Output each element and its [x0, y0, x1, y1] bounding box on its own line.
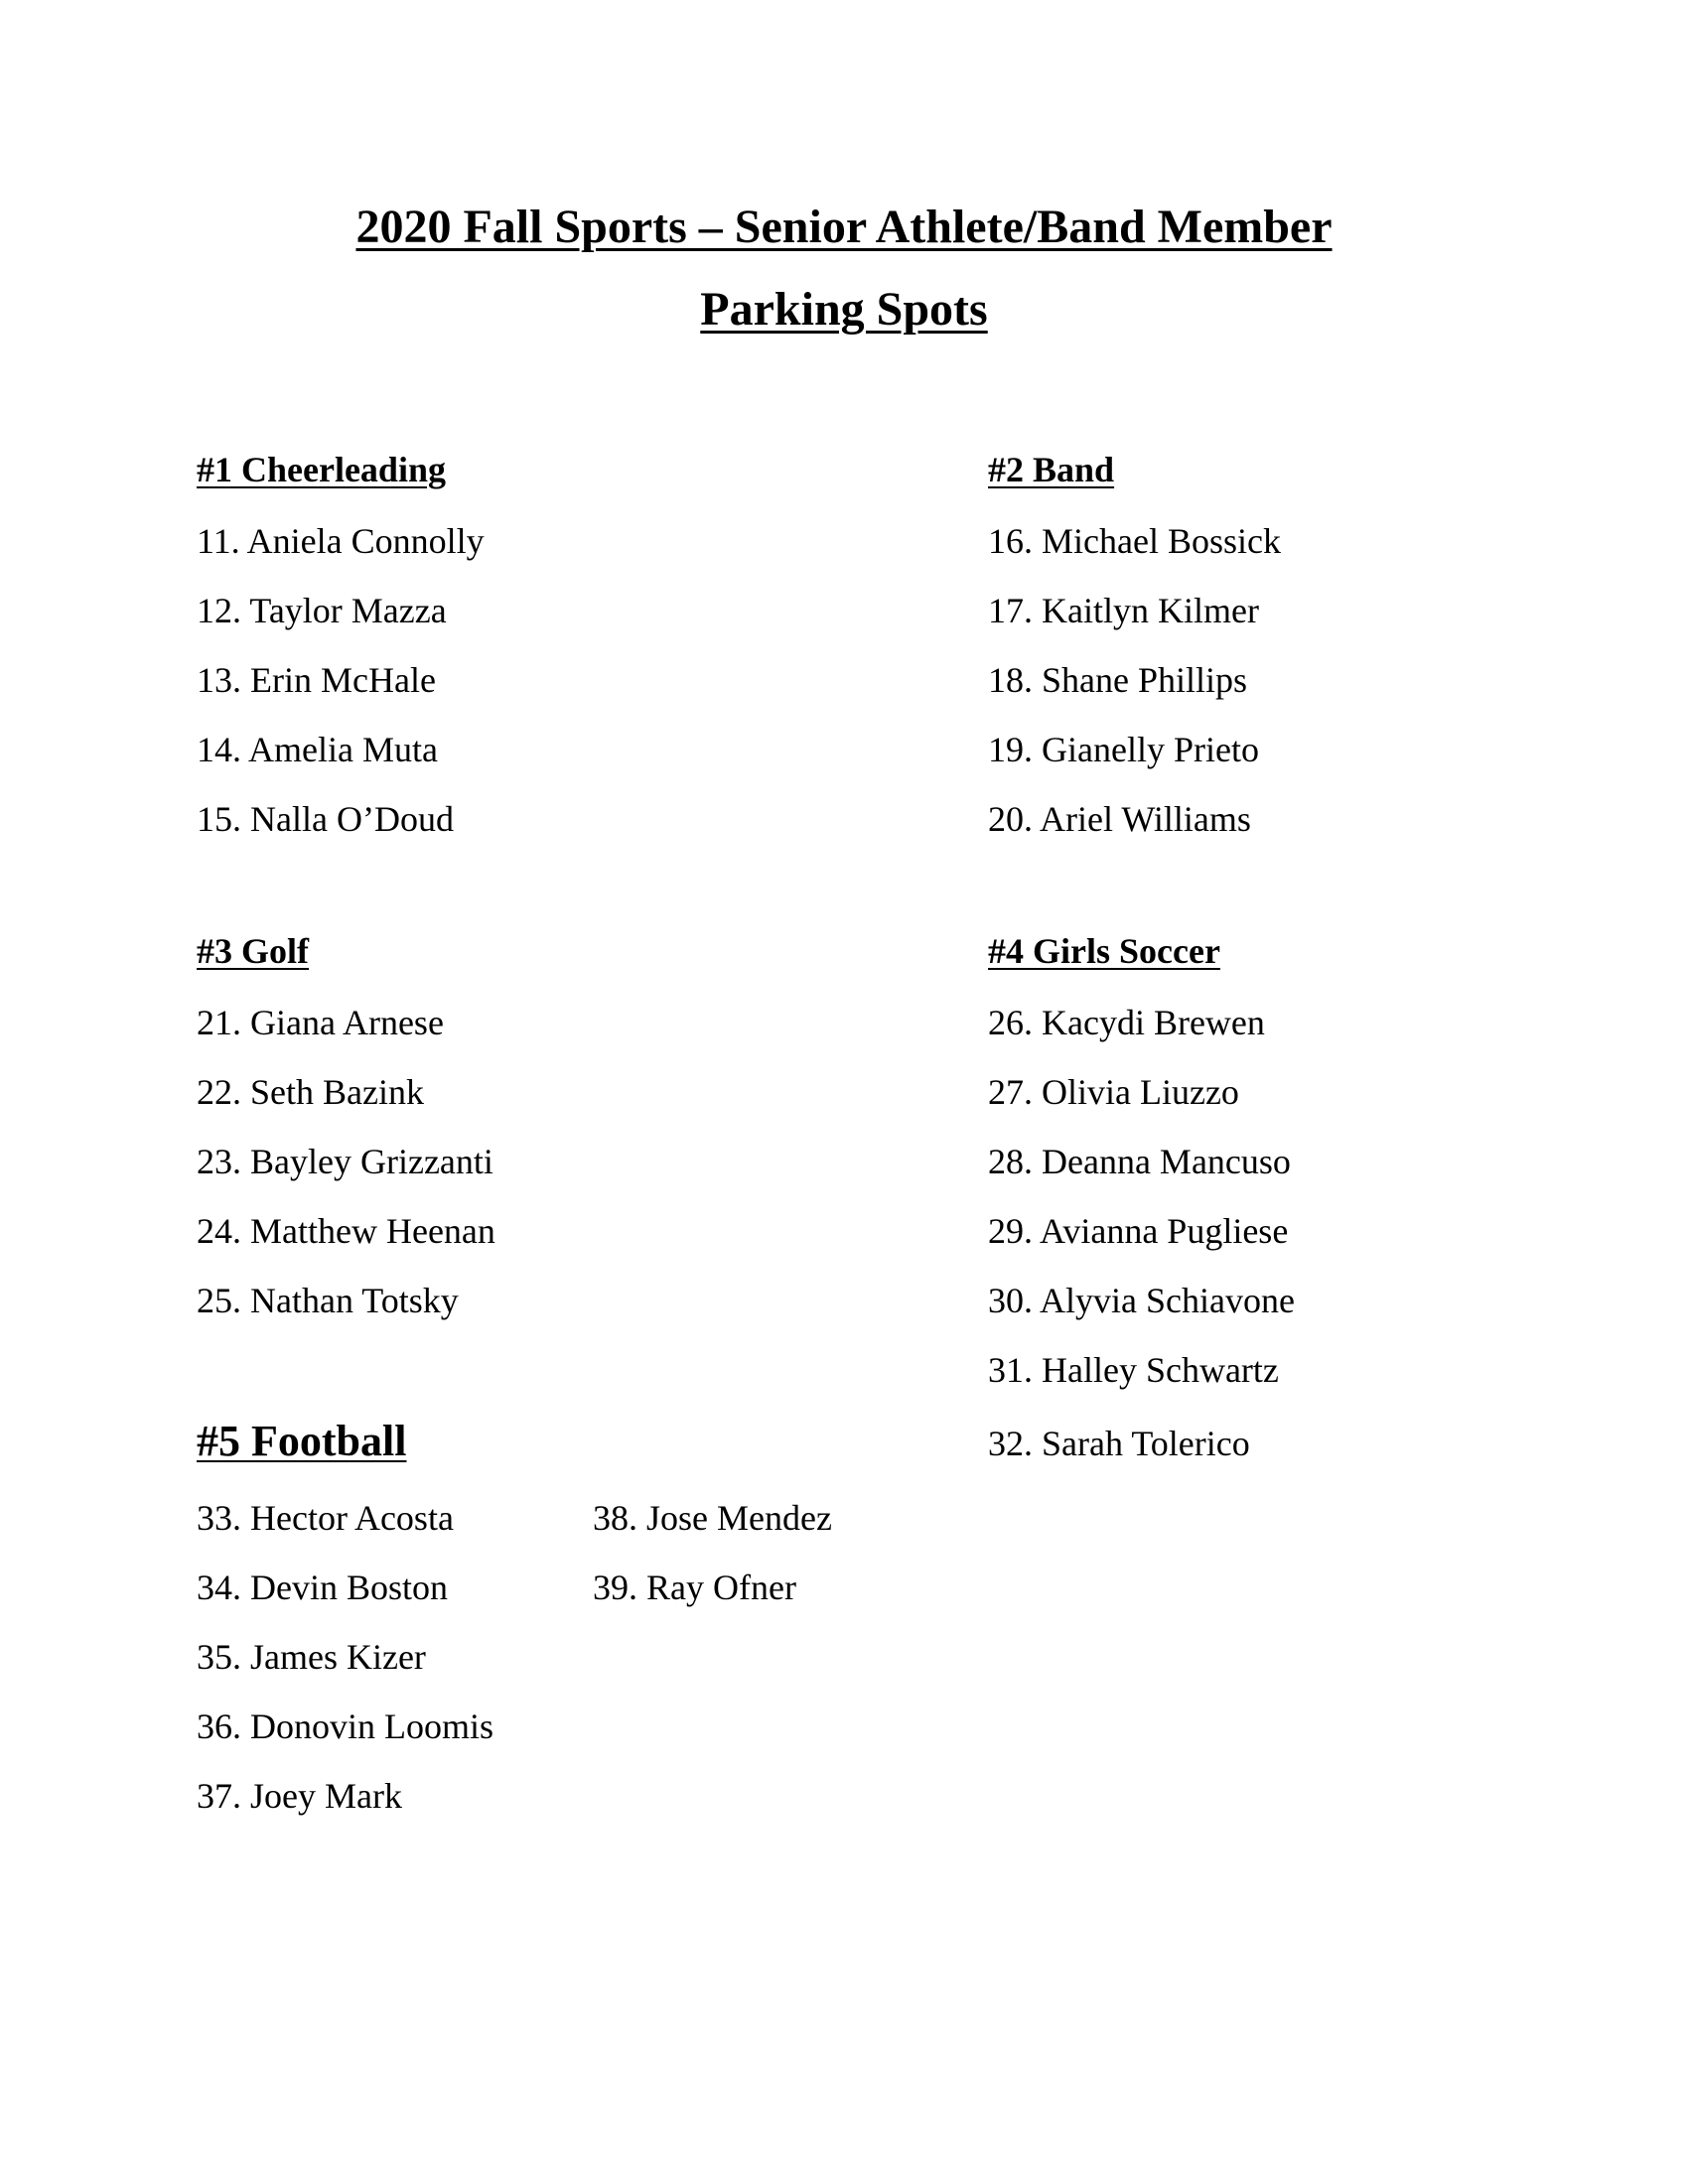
section-heading-girls-soccer: #4 Girls Soccer	[988, 931, 1220, 971]
list-item: 15. Nalla O’Doud	[197, 799, 454, 839]
list-item: 39. Ray Ofner	[593, 1568, 796, 1607]
page-title: 2020 Fall Sports – Senior Athlete/Band Member	[355, 201, 1333, 253]
list-item: 25. Nathan Totsky	[197, 1281, 459, 1320]
list-item: 24. Matthew Heenan	[197, 1211, 495, 1251]
section-heading-cheerleading: #1 Cheerleading	[197, 450, 446, 489]
section-heading-football: #5 Football	[197, 1417, 407, 1465]
list-item: 37. Joey Mark	[197, 1776, 402, 1816]
roster-girls-soccer	[988, 1005, 1295, 1495]
list-item: 34. Devin Boston	[197, 1568, 449, 1607]
page-subtitle: Parking Spots	[700, 283, 988, 336]
section-band	[988, 452, 1114, 487]
list-item: 12. Taylor Mazza	[197, 591, 447, 630]
list-item: 32. Sarah Tolerico	[988, 1424, 1250, 1463]
list-item: 21. Giana Arnese	[197, 1003, 444, 1042]
section-cheerleading	[197, 452, 446, 487]
list-item: 13. Erin McHale	[197, 660, 436, 700]
roster-golf	[197, 1005, 495, 1352]
section-girls-soccer	[988, 933, 1220, 969]
list-item: 19. Gianelly Prieto	[988, 730, 1259, 769]
list-item: 20. Ariel Williams	[988, 799, 1251, 839]
list-item: 16. Michael Bossick	[988, 521, 1281, 561]
list-item: 30. Alyvia Schiavone	[988, 1281, 1295, 1320]
section-golf	[197, 933, 309, 969]
list-item: 35. James Kizer	[197, 1637, 426, 1677]
roster-football-col2	[593, 1500, 832, 1639]
list-item: 28. Deanna Mancuso	[988, 1142, 1291, 1181]
list-item: 17. Kaitlyn Kilmer	[988, 591, 1259, 630]
roster-football-col1	[197, 1500, 493, 1847]
list-item: 29. Avianna Pugliese	[988, 1211, 1289, 1251]
list-item: 14. Amelia Muta	[197, 730, 438, 769]
list-item: 23. Bayley Grizzanti	[197, 1142, 493, 1181]
section-heading-golf: #3 Golf	[197, 931, 309, 971]
section-football	[197, 1417, 407, 1465]
list-item: 18. Shane Phillips	[988, 660, 1248, 700]
list-item: 38. Jose Mendez	[593, 1498, 832, 1538]
list-item: 33. Hector Acosta	[197, 1498, 454, 1538]
list-item: 31. Halley Schwartz	[988, 1350, 1279, 1390]
list-item: 36. Donovin Loomis	[197, 1706, 494, 1746]
roster-cheerleading	[197, 523, 485, 871]
roster-band	[988, 523, 1281, 871]
list-item: 22. Seth Bazink	[197, 1072, 424, 1112]
list-item: 11. Aniela Connolly	[197, 521, 485, 561]
list-item: 26. Kacydi Brewen	[988, 1003, 1265, 1042]
section-heading-band: #2 Band	[988, 450, 1115, 489]
list-item: 27. Olivia Liuzzo	[988, 1072, 1239, 1112]
